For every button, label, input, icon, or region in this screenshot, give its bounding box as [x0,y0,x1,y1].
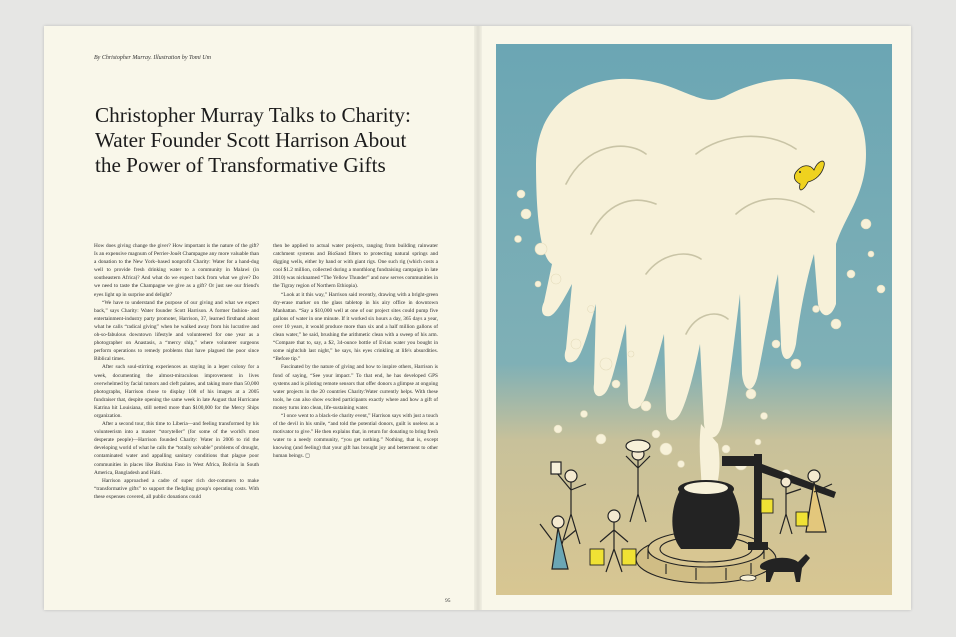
body-paragraph: “Look at it this way,” Harrison said recently, drawing with a bright-green dry-erase marker on the glass tabletop in his airy office in downtown Manhattan. “Say a $10,000 well at one of our project sites could pump five gallons of water in one minute. If it worked six hours a day, 365 days a year, over 10 years, it would produce more than six and a half million gallons of clean water,” he said, brushing the arithmetic clean with a sweep of his arm. “Compare that to, say, a $2, 34-ounce bottle of Evian water you bought in some nightclub last night,” he says, his eyes crinkling at life's absurdities. “Before tip.” [273,291,438,363]
illustration-water-well [496,44,892,595]
headline: Christopher Murray Talks to Charity: Water Founder Scott Harrison About the Power of Transformative Gifts [95,103,411,177]
body-paragraph: Harrison approached a cadre of super rich dot-commers to make “transformative gifts” to support the fledgling group's operating costs. With these expenses covered, all public donations could [94,477,259,500]
body-paragraph: Fascinated by the nature of giving and how to inspire others, Harrison is fond of saying, “See your impact.” To that end, he has developed GPS systems and is piloting remote sensors that offer donors a glimpse at ongoing water projects in the 20 countries Charity:Water currently helps. With these tools, he can also show excited participants exactly where and how a gift of money turns into clean, life-sustaining water. [273,364,438,411]
magazine-spread [44,26,911,610]
body-column-2 [273,242,438,582]
body-paragraph: “We have to understand the purpose of our giving and what we expect back,” says Charity: Water founder Scott Harrison. A former fashion- and entertainment-industry party promoter, Harrison, 37, learned firsthand about what he calls “radical giving” when he walked away from his lucrative and oh-so-fabulous downtown lifestyle and volunteered for one year as a photographer on Anastasis, a “mercy ship,” where volunteer surgeons perform operations to remedy problems that have plagued the poor since Biblical times. [94,299,259,363]
water-bowl [740,575,756,581]
water-jar [672,480,739,549]
page-number: 95 [445,598,451,604]
body-paragraph: After a second tour, this time to Liberia—and feeling transformed by his volunteerism into a master “storyteller” (for some of the world's most desperate people)—Harrison founded Charity: Water in 2006 to rid the developing world of what he calls the “totally solvable” problems of drought, contaminated water and appalling sanitary conditions that plague poor communities in places like Burkina Faso in West Africa, Bolivia in South America, Bangladesh and Haiti. [94,421,259,476]
body-paragraph: After such soul-stirring experiences as staying in a leper colony for a week, documenting the almost-miraculous improvement in lives overwhelmed by facial tumors and cleft palates, and taking more than 50,000 photographs, Harrison chose to display 108 of his images at a 2005 fundraiser that, despite opening the same week in late August that Hurricane Katrina hit Louisiana, still netted more than $100,000 for the Mercy Ships organization. [94,364,259,419]
body-paragraph: How does giving change the giver? How important is the nature of the gift? Is an expensive magnum of Perrier-Jouët Champagne any more valuable than a donation to the New York–based nonprofit Charity: Water for a hand-dug well to provide fresh drinking water to a community in Malawi (in southeastern Africa)? And what do we expect back from what we give? Do we need to taste the Champagne we give as a gift? Or just see our friend's eyes light up in surprise and delight? [94,243,259,298]
body-paragraph: “I once went to a black-tie charity event,” Harrison says with just a touch of the devil in his smile, “and told the potential donors, guilt is useless as a motivator to give.” He then explains that, in return for donating to bring fresh water to a needy community, “you get nothing.” Nothing, that is, except knowing (and feeling) that your gift has brought joy and betterment to other human beings. ◻ [273,412,438,460]
byline: By Christopher Murray. Illustration by Tomi Um [94,55,211,61]
body-paragraph: then be applied to actual water projects, ranging from building rainwater catchment systems and BioSand filters to protecting natural springs and digging wells, either by hand or with giant rigs. One such rig (which costs a cool $1.2 million, collected during a monthlong fundraising campaign in late 2010) was nicknamed “The Yellow Thunder” and now serves communities in the Tigray region of Northern Ethiopia). [273,243,438,290]
body-column-1 [94,242,259,582]
